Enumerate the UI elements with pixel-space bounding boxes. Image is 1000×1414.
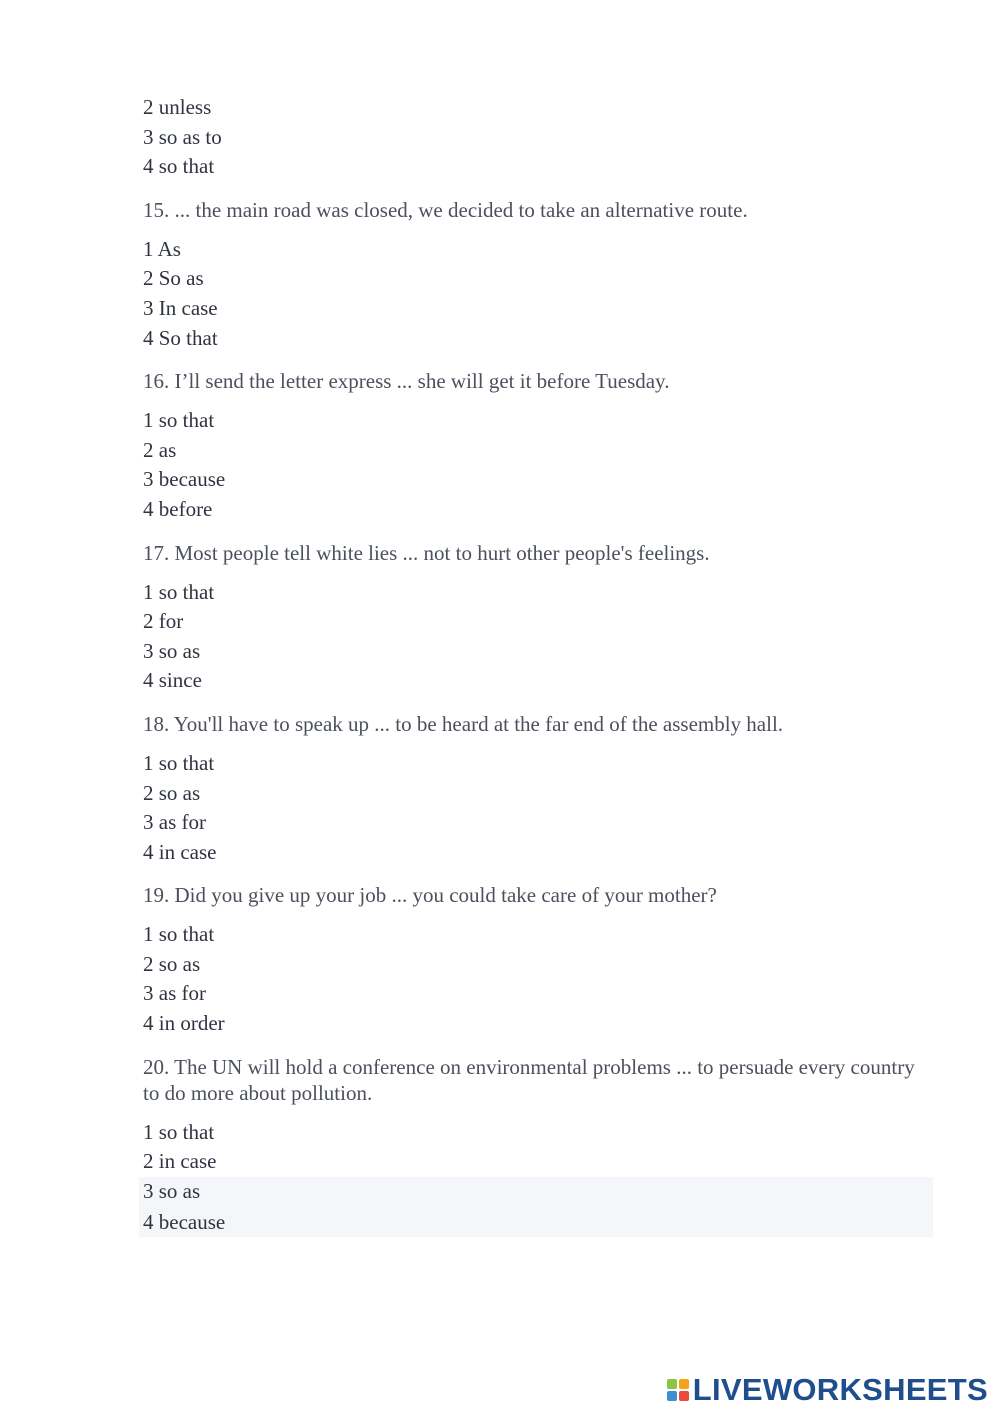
option[interactable]: 2 So as bbox=[143, 266, 204, 291]
question-16 bbox=[143, 368, 933, 524]
liveworksheets-logo bbox=[667, 1372, 988, 1408]
question-19 bbox=[143, 882, 933, 1038]
question-15 bbox=[143, 197, 933, 353]
option[interactable]: 3 so as to bbox=[143, 124, 222, 149]
question-18 bbox=[143, 711, 933, 867]
option[interactable]: 4 because bbox=[139, 1206, 933, 1237]
option[interactable]: 3 so as bbox=[143, 638, 201, 663]
worksheet-content bbox=[143, 93, 933, 1237]
option[interactable]: 3 because bbox=[143, 467, 226, 492]
option[interactable]: 3 In case bbox=[143, 295, 218, 320]
option[interactable]: 1 so that bbox=[143, 579, 215, 604]
question-text: 17. Most people tell white lies ... not to hurt other people's feelings. bbox=[143, 540, 710, 565]
question-text: 20. The UN will hold a conference on environmental problems ... to persuade every country to do more about pollution. bbox=[143, 1054, 915, 1105]
question-text: 16. I’ll send the letter express ... she will get it before Tuesday. bbox=[143, 369, 670, 394]
option[interactable]: 4 since bbox=[143, 668, 202, 693]
question-17 bbox=[143, 540, 933, 696]
option[interactable]: 4 in case bbox=[143, 839, 217, 864]
question-20 bbox=[143, 1054, 933, 1238]
option[interactable]: 3 as for bbox=[143, 981, 206, 1006]
option[interactable]: 1 so that bbox=[143, 408, 215, 433]
option[interactable]: 1 so that bbox=[143, 1119, 215, 1144]
option[interactable]: 4 in order bbox=[143, 1011, 225, 1036]
option[interactable]: 2 so as bbox=[143, 780, 201, 805]
option[interactable]: 2 so as bbox=[143, 951, 201, 976]
option[interactable]: 2 as bbox=[143, 437, 177, 462]
option[interactable]: 3 as for bbox=[143, 810, 206, 835]
option[interactable]: 4 so that bbox=[143, 154, 215, 179]
option[interactable]: 1 so that bbox=[143, 922, 215, 947]
option[interactable]: 2 unless bbox=[143, 95, 212, 119]
option[interactable]: 4 So that bbox=[143, 325, 218, 350]
option[interactable]: 1 As bbox=[143, 236, 181, 261]
logo-text: LIVEWORKSHEETS bbox=[692, 1372, 988, 1407]
question-text: 18. You'll have to speak up ... to be heard at the far end of the assembly hall. bbox=[143, 711, 784, 736]
liveworksheets-logo-icon bbox=[667, 1379, 689, 1401]
question-text: 15. ... the main road was closed, we decided to take an alternative route. bbox=[143, 197, 748, 222]
option[interactable]: 2 for bbox=[143, 609, 184, 634]
option[interactable]: 1 so that bbox=[143, 750, 215, 775]
option[interactable]: 3 so as bbox=[139, 1177, 933, 1207]
leading-options bbox=[143, 93, 933, 182]
question-text: 19. Did you give up your job ... you could take care of your mother? bbox=[143, 883, 717, 908]
option[interactable]: 4 before bbox=[143, 496, 213, 521]
option[interactable]: 2 in case bbox=[143, 1149, 217, 1174]
